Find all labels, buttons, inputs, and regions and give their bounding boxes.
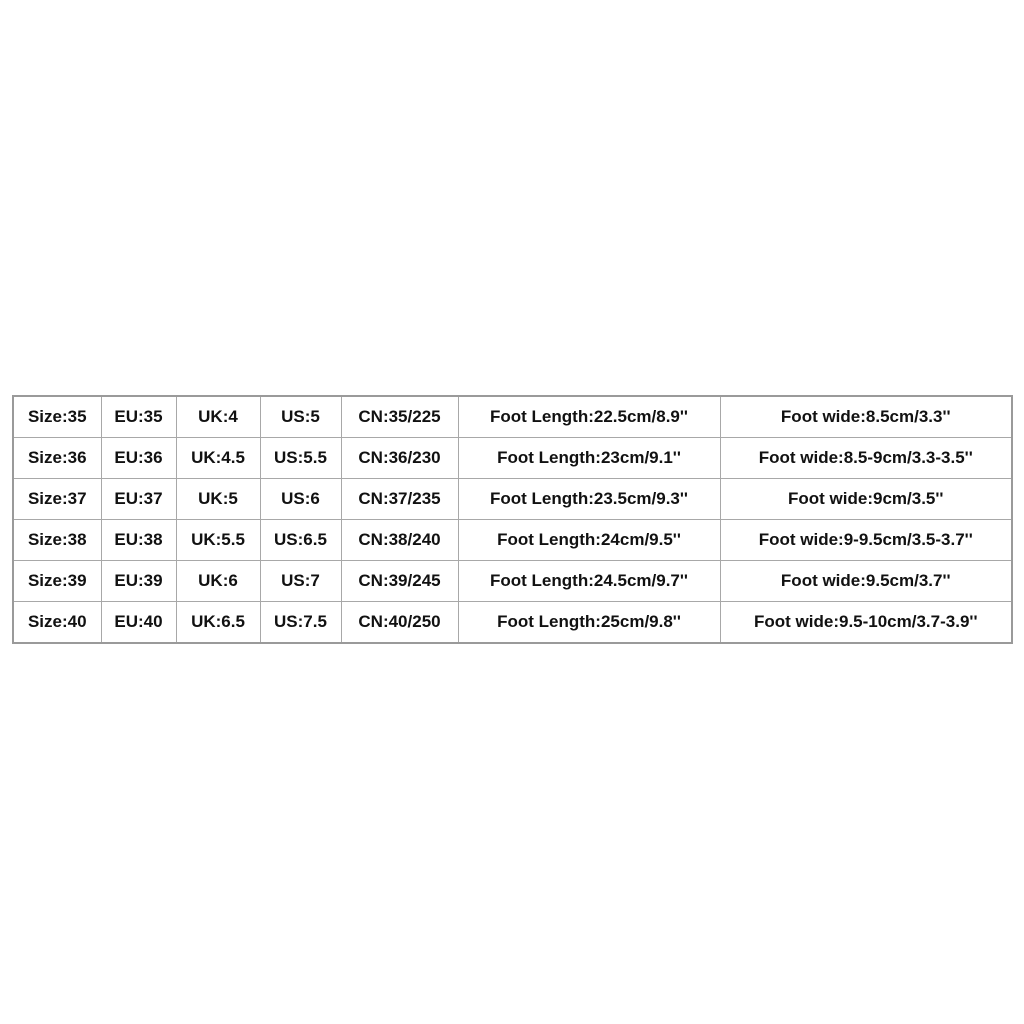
eu-size-cell: EU:37 — [101, 479, 176, 520]
us-size-cell: US:5 — [260, 396, 341, 438]
table-row — [13, 561, 1012, 602]
uk-size-cell: UK:4.5 — [176, 438, 260, 479]
size-cell: Size:38 — [13, 520, 101, 561]
us-size-cell: US:7.5 — [260, 602, 341, 644]
uk-size-cell: UK:6 — [176, 561, 260, 602]
cn-size-cell: CN:40/250 — [341, 602, 458, 644]
size-cell: Size:37 — [13, 479, 101, 520]
uk-size-cell: UK:5 — [176, 479, 260, 520]
eu-size-cell: EU:39 — [101, 561, 176, 602]
foot-length-cell: Foot Length:23cm/9.1'' — [458, 438, 720, 479]
eu-size-cell: EU:40 — [101, 602, 176, 644]
foot-wide-cell: Foot wide:9cm/3.5'' — [720, 479, 1012, 520]
eu-size-cell: EU:38 — [101, 520, 176, 561]
uk-size-cell: UK:6.5 — [176, 602, 260, 644]
cn-size-cell: CN:37/235 — [341, 479, 458, 520]
foot-length-cell: Foot Length:22.5cm/8.9'' — [458, 396, 720, 438]
size-cell: Size:40 — [13, 602, 101, 644]
foot-length-cell: Foot Length:23.5cm/9.3'' — [458, 479, 720, 520]
size-cell: Size:36 — [13, 438, 101, 479]
eu-size-cell: EU:36 — [101, 438, 176, 479]
uk-size-cell: UK:5.5 — [176, 520, 260, 561]
foot-wide-cell: Foot wide:9.5-10cm/3.7-3.9'' — [720, 602, 1012, 644]
foot-wide-cell: Foot wide:9-9.5cm/3.5-3.7'' — [720, 520, 1012, 561]
foot-length-cell: Foot Length:24cm/9.5'' — [458, 520, 720, 561]
table-row — [13, 602, 1012, 644]
cn-size-cell: CN:35/225 — [341, 396, 458, 438]
foot-length-cell: Foot Length:24.5cm/9.7'' — [458, 561, 720, 602]
table-row — [13, 396, 1012, 438]
table-row — [13, 520, 1012, 561]
cn-size-cell: CN:39/245 — [341, 561, 458, 602]
size-cell: Size:39 — [13, 561, 101, 602]
us-size-cell: US:6.5 — [260, 520, 341, 561]
size-cell: Size:35 — [13, 396, 101, 438]
foot-wide-cell: Foot wide:8.5cm/3.3'' — [720, 396, 1012, 438]
size-chart-body — [13, 396, 1012, 643]
table-row — [13, 438, 1012, 479]
foot-wide-cell: Foot wide:9.5cm/3.7'' — [720, 561, 1012, 602]
size-chart-table — [12, 395, 1013, 644]
foot-wide-cell: Foot wide:8.5-9cm/3.3-3.5'' — [720, 438, 1012, 479]
uk-size-cell: UK:4 — [176, 396, 260, 438]
table-row — [13, 479, 1012, 520]
foot-length-cell: Foot Length:25cm/9.8'' — [458, 602, 720, 644]
us-size-cell: US:7 — [260, 561, 341, 602]
eu-size-cell: EU:35 — [101, 396, 176, 438]
us-size-cell: US:6 — [260, 479, 341, 520]
cn-size-cell: CN:38/240 — [341, 520, 458, 561]
us-size-cell: US:5.5 — [260, 438, 341, 479]
cn-size-cell: CN:36/230 — [341, 438, 458, 479]
